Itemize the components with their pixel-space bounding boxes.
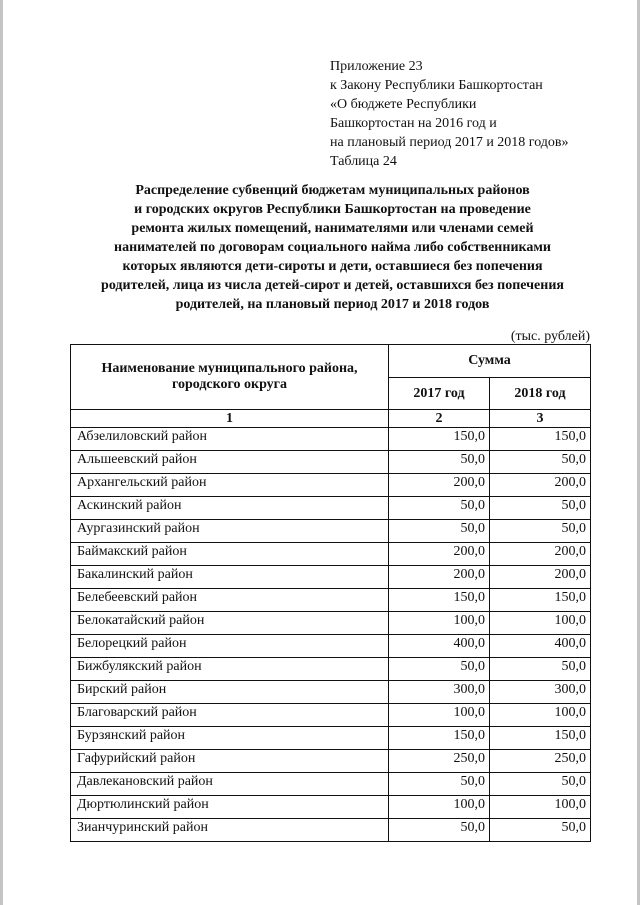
table-row bbox=[71, 589, 591, 612]
district-name: Бижбулякский район bbox=[71, 658, 389, 681]
value-2018: 200,0 bbox=[490, 543, 591, 566]
value-2018: 50,0 bbox=[490, 773, 591, 796]
district-name: Абзелиловский район bbox=[71, 428, 389, 451]
table-row bbox=[71, 750, 591, 773]
annex-line-6: Таблица 24 bbox=[330, 154, 397, 169]
table-row bbox=[71, 451, 591, 474]
value-2017: 300,0 bbox=[389, 681, 490, 704]
value-2018: 100,0 bbox=[490, 796, 591, 819]
district-name: Белебеевский район bbox=[71, 589, 389, 612]
district-name: Бирский район bbox=[71, 681, 389, 704]
table-row bbox=[71, 727, 591, 750]
table-row bbox=[71, 773, 591, 796]
district-name: Белокатайский район bbox=[71, 612, 389, 635]
title-line-4: нанимателей по договорам социального найма либо собственниками bbox=[114, 240, 551, 255]
table-row bbox=[71, 474, 591, 497]
annex-line-5: на плановый период 2017 и 2018 годов» bbox=[330, 135, 569, 150]
value-2018: 300,0 bbox=[490, 681, 591, 704]
header-year-2018: 2018 год bbox=[490, 378, 591, 410]
value-2017: 50,0 bbox=[389, 497, 490, 520]
district-name: Зианчуринский район bbox=[71, 819, 389, 842]
annex-header bbox=[330, 57, 569, 171]
column-number-2: 2 bbox=[389, 410, 490, 428]
column-number-3: 3 bbox=[490, 410, 591, 428]
value-2017: 50,0 bbox=[389, 773, 490, 796]
value-2017: 200,0 bbox=[389, 543, 490, 566]
table-row bbox=[71, 612, 591, 635]
table-body bbox=[71, 410, 591, 842]
subsidy-table bbox=[70, 344, 591, 842]
district-name: Баймакский район bbox=[71, 543, 389, 566]
district-name: Альшеевский район bbox=[71, 451, 389, 474]
value-2018: 200,0 bbox=[490, 474, 591, 497]
header-year-2017: 2017 год bbox=[389, 378, 490, 410]
annex-line-4: Башкортостан на 2016 год и bbox=[330, 116, 497, 131]
district-name: Белорецкий район bbox=[71, 635, 389, 658]
value-2018: 50,0 bbox=[490, 497, 591, 520]
value-2018: 50,0 bbox=[490, 819, 591, 842]
table-row bbox=[71, 658, 591, 681]
title-line-2: и городских округов Республики Башкортостан на проведение bbox=[134, 202, 531, 217]
value-2017: 100,0 bbox=[389, 796, 490, 819]
table-row bbox=[71, 681, 591, 704]
header-sum: Сумма bbox=[389, 345, 591, 378]
value-2017: 400,0 bbox=[389, 635, 490, 658]
value-2018: 50,0 bbox=[490, 451, 591, 474]
header-name-line-2: городского округа bbox=[171, 377, 288, 392]
value-2018: 250,0 bbox=[490, 750, 591, 773]
scan-edge-left bbox=[0, 0, 3, 905]
value-2018: 100,0 bbox=[490, 612, 591, 635]
value-2017: 50,0 bbox=[389, 451, 490, 474]
value-2018: 150,0 bbox=[490, 589, 591, 612]
header-name-cell bbox=[71, 345, 389, 410]
district-name: Дюртюлинский район bbox=[71, 796, 389, 819]
value-2017: 50,0 bbox=[389, 658, 490, 681]
district-name: Давлекановский район bbox=[71, 773, 389, 796]
units-label: (тыс. рублей) bbox=[510, 329, 590, 344]
table-row bbox=[71, 428, 591, 451]
table-row bbox=[71, 543, 591, 566]
value-2018: 50,0 bbox=[490, 520, 591, 543]
title-line-5: которых являются дети-сироты и дети, оставшиеся без попечения bbox=[122, 259, 543, 274]
district-name: Аургазинский район bbox=[71, 520, 389, 543]
table-row bbox=[71, 704, 591, 727]
value-2017: 150,0 bbox=[389, 727, 490, 750]
district-name: Аскинский район bbox=[71, 497, 389, 520]
district-name: Архангельский район bbox=[71, 474, 389, 497]
value-2018: 150,0 bbox=[490, 428, 591, 451]
table-row bbox=[71, 819, 591, 842]
value-2018: 200,0 bbox=[490, 566, 591, 589]
table-row bbox=[71, 796, 591, 819]
column-number-row bbox=[71, 410, 591, 428]
district-name: Бакалинский район bbox=[71, 566, 389, 589]
district-name: Благоварский район bbox=[71, 704, 389, 727]
district-name: Гафурийский район bbox=[71, 750, 389, 773]
value-2017: 200,0 bbox=[389, 566, 490, 589]
value-2018: 400,0 bbox=[490, 635, 591, 658]
annex-line-2: к Закону Республики Башкортостан bbox=[330, 78, 543, 93]
district-name: Бурзянский район bbox=[71, 727, 389, 750]
table-row bbox=[71, 520, 591, 543]
value-2017: 150,0 bbox=[389, 589, 490, 612]
value-2017: 50,0 bbox=[389, 520, 490, 543]
title-line-1: Распределение субвенций бюджетам муниципальных районов bbox=[135, 183, 530, 198]
value-2017: 100,0 bbox=[389, 612, 490, 635]
value-2018: 150,0 bbox=[490, 727, 591, 750]
value-2018: 50,0 bbox=[490, 658, 591, 681]
table-row bbox=[71, 497, 591, 520]
title-line-7: родителей, на плановый период 2017 и 2018 годов bbox=[175, 297, 490, 312]
header-name-line-1: Наименование муниципального района, bbox=[101, 361, 358, 376]
table-row bbox=[71, 566, 591, 589]
annex-line-1: Приложение 23 bbox=[330, 59, 423, 74]
value-2017: 50,0 bbox=[389, 819, 490, 842]
value-2017: 150,0 bbox=[389, 428, 490, 451]
value-2017: 250,0 bbox=[389, 750, 490, 773]
value-2017: 200,0 bbox=[389, 474, 490, 497]
title-line-6: родителей, лица из числа детей-сирот и детей, оставшихся без попечения bbox=[101, 278, 564, 293]
value-2017: 100,0 bbox=[389, 704, 490, 727]
annex-line-3: «О бюджете Республики bbox=[330, 97, 477, 112]
title-line-3: ремонта жилых помещений, нанимателями или членами семей bbox=[131, 221, 534, 236]
column-number-1: 1 bbox=[71, 410, 389, 428]
document-title bbox=[70, 181, 595, 314]
table-row bbox=[71, 635, 591, 658]
value-2018: 100,0 bbox=[490, 704, 591, 727]
